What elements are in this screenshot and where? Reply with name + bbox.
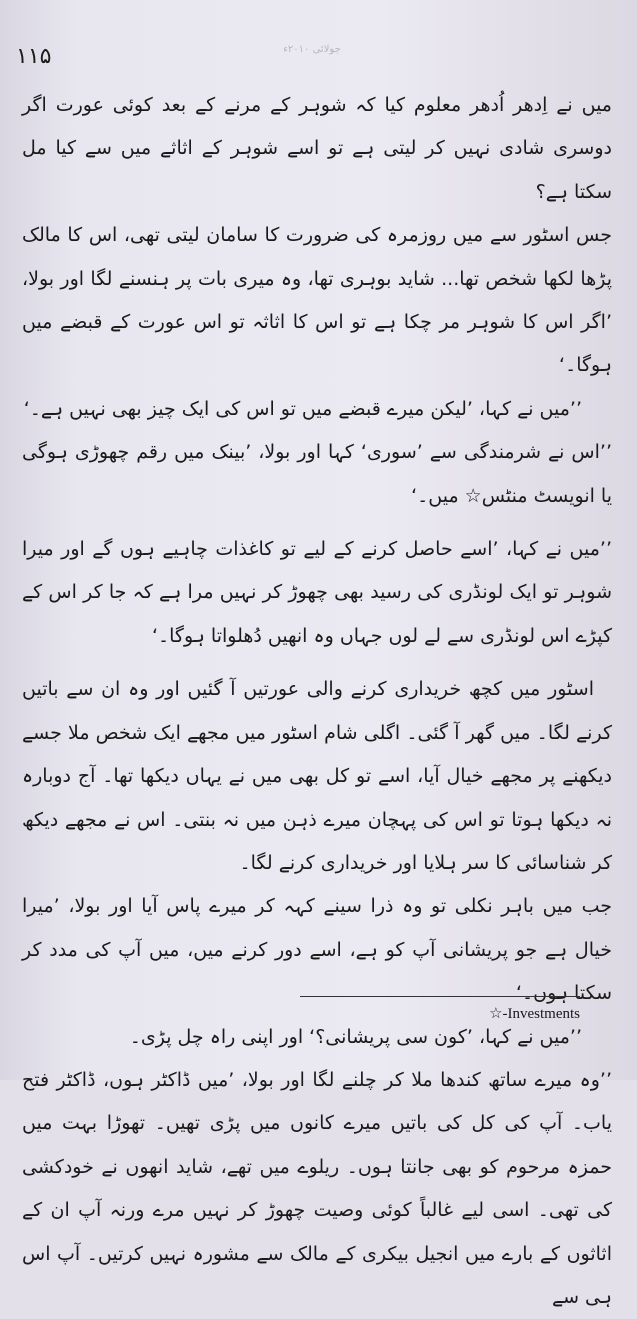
paragraph: ’’وہ میرے ساتھ کندھا ملا کر چلنے لگا اور بولا، ’میں ڈاکٹر ہوں، ڈاکٹر فتح یاب۔ آپ کی کل کی باتیں میرے کانوں میں پڑی تھیں۔ تھوڑا بہت میں حمزہ مرحوم کو بھی جانتا ہوں۔ ریلوے میں تھے، شاید انھوں نے خودکشی کی تھی۔ اسی لیے غالباً کوئی وصیت چھوڑ کر نہیں مرے ورنہ آپ ان کے اثاثوں کے بارے میں انجیل بیکری کے مالک سے مشورہ نہیں کرتیں۔ آپ اس ہی سے: [22, 1068, 612, 1308]
body-text: [22, 84, 612, 1319]
paragraph: اسٹور میں کچھ خریداری کرنے والی عورتیں آ گئیں اور وہ ان سے باتیں کرنے لگا۔ میں گھر آ گئی۔ اگلی شام اسٹور میں مجھے ایک شخص ملا جسے دیکھنے پر مجھے خیال آیا، اسے تو کل بھی میں نے یہاں دیکھا تھا۔ آج دوبارہ نہ دیکھا ہوتا تو اس کی پہچان میرے ذہن میں نہ بنتی۔ اس نے مجھے دیکھ کر شناسائی کا سر ہلایا اور خریداری کرنے لگا۔: [22, 678, 612, 874]
paragraph: میں نے اِدھر اُدھر معلوم کیا کہ شوہر کے مرنے کے بعد کوئی عورت اگر دوسری شادی نہیں کر لیتی ہے تو اسے شوہر کے اثاثے میں سے کیا مل سکتا ہے؟: [22, 94, 612, 203]
footnote: ☆-Investments: [489, 1006, 580, 1022]
faded-running-header: جولائی ۲۰۱۰ء: [283, 44, 341, 55]
footnote-divider: [300, 996, 580, 997]
paragraph: جب میں باہر نکلی تو وہ ذرا سینے کہہ کر میرے پاس آیا اور بولا، ’میرا خیال ہے جو پریشانی آپ کو ہے، اسے دور کرنے میں، میں آپ کی مدد کر سکتا ہوں۔‘: [22, 895, 612, 1005]
page-number: ۱۱۵: [16, 44, 52, 69]
paragraph: ’’میں نے کہا، ’کون سی پریشانی؟‘ اور اپنی راہ چل پڑی۔: [129, 1025, 582, 1048]
paragraph: ’’میں نے کہا، ’اسے حاصل کرنے کے لیے تو کاغذات چاہیے ہوں گے اور میرا شوہر تو ایک لونڈری کی رسید بھی چھوڑ کر نہیں مرا ہے کہ جا کر اس کے کپڑے اس لونڈری سے لے لوں جہاں وہ انھیں دُھلواتا ہوگا۔‘: [22, 538, 612, 647]
paragraph: ’’میں نے کہا، ’لیکن میرے قبضے میں تو اس کی ایک چیز بھی نہیں ہے۔‘: [23, 397, 582, 420]
paragraph: ’’اس نے شرمندگی سے ’سوری‘ کہا اور بولا، ’بینک میں رقم چھوڑی ہوگی یا انویسٹ منٹس☆ میں۔‘: [22, 441, 612, 507]
paragraph: جس اسٹور سے میں روزمرہ کی ضرورت کا سامان لیتی تھی، اس کا مالک پڑھا لکھا شخص تھا... شاید بوہری تھا، وہ میری بات پر ہنسنے لگا اور بولا، ’اگر اس کا شوہر مر چکا ہے تو اس کا اثاثہ تو اس عورت کے قبضے میں ہوگا۔‘: [22, 224, 612, 377]
